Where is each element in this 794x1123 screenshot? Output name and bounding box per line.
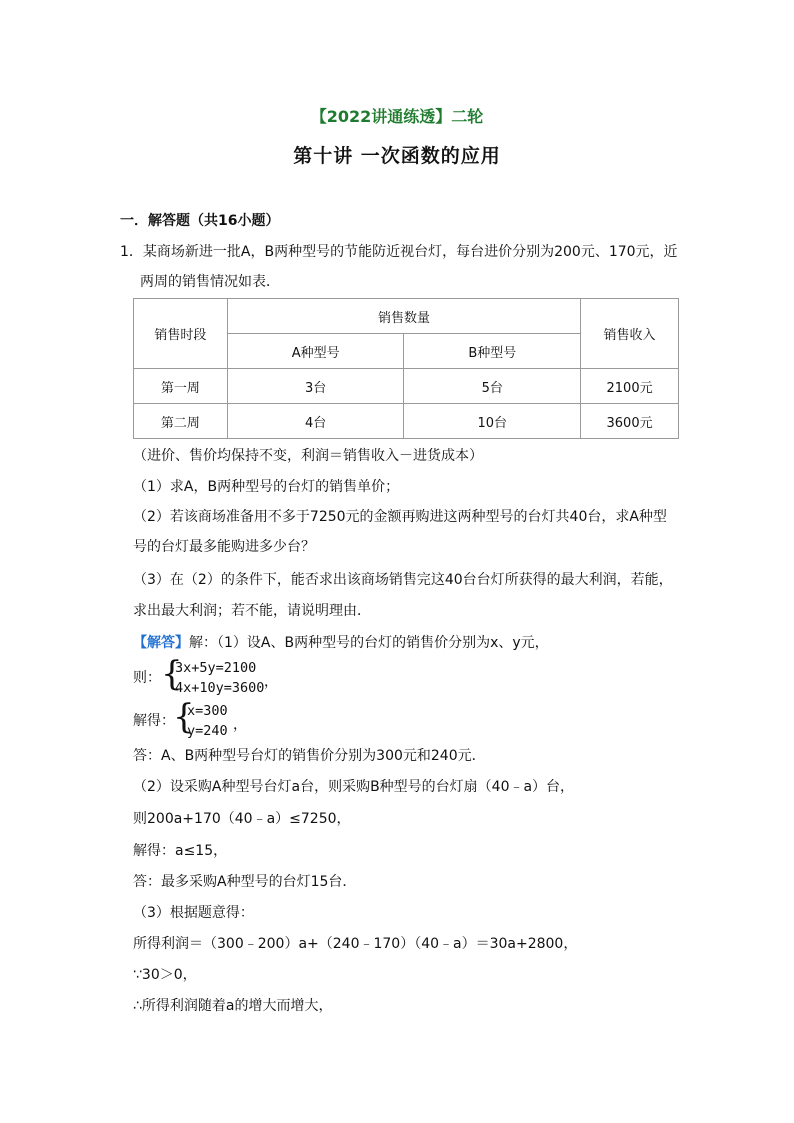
equation-2: 4x+10y=3600 bbox=[175, 680, 265, 696]
solution-step2: （2）设采购A种型号台灯a台，则采购B种型号的台灯扇（40﹣a）台， bbox=[133, 779, 575, 795]
row-period-cell: 第二周 bbox=[134, 404, 228, 439]
row-period-cell: 第一周 bbox=[134, 369, 228, 404]
subheader-b-cell: B种型号 bbox=[404, 334, 581, 369]
problem-note: （进价、售价均保持不变，利润＝销售收入－进货成本） bbox=[133, 448, 483, 464]
question-3-line1: （3）在（2）的条件下，能否求出该商场销售完这40台台灯所获得的最大利润，若能， bbox=[133, 572, 673, 588]
row-income-cell: 3600元 bbox=[581, 404, 679, 439]
left-brace: { bbox=[173, 697, 195, 737]
answer-tag: 【解答】 bbox=[133, 635, 189, 651]
lecture-title: 第十讲 一次函数的应用 bbox=[293, 145, 501, 167]
row-a-cell: 4台 bbox=[227, 404, 404, 439]
row-income-cell: 2100元 bbox=[581, 369, 679, 404]
question-3-line2: 求出最大利润；若不能，请说明理由． bbox=[133, 603, 371, 619]
result-comma: ， bbox=[233, 717, 247, 733]
therefore-statement: ∴所得利润随着a的增大而增大， bbox=[133, 998, 333, 1014]
header-period-cell: 销售时段 bbox=[134, 299, 228, 369]
because-statement: ∵30＞0， bbox=[133, 967, 197, 983]
table-header-row bbox=[134, 299, 679, 334]
answer-2: 答：最多采购A种型号的台灯15台． bbox=[133, 874, 357, 890]
equation-1: 3x+5y=2100 bbox=[175, 660, 257, 676]
row-a-cell: 3台 bbox=[227, 369, 404, 404]
left-brace: { bbox=[161, 654, 183, 694]
solution-step1: 解：（1）设A、B两种型号的台灯的销售价分别为x、y元， bbox=[189, 635, 549, 651]
row-b-cell: 10台 bbox=[404, 404, 581, 439]
answer-1: 答：A、B两种型号台灯的销售价分别为300元和240元． bbox=[133, 748, 486, 764]
result-1: x=300 bbox=[187, 703, 228, 719]
solution-system bbox=[133, 699, 333, 743]
problem-number: 1． bbox=[120, 244, 143, 260]
solution-intro bbox=[133, 634, 549, 652]
inequality: 则200a+170（40﹣a）≤7250， bbox=[133, 811, 351, 827]
table-row bbox=[134, 404, 679, 439]
result-2: y=240 bbox=[187, 723, 228, 739]
inequality-solution: 解得：a≤15， bbox=[133, 843, 228, 859]
header-income-cell: 销售收入 bbox=[581, 299, 679, 369]
sales-table bbox=[133, 298, 679, 439]
question-1: （1）求A，B两种型号的台灯的销售单价； bbox=[133, 479, 400, 495]
subheader-a-cell: A种型号 bbox=[227, 334, 404, 369]
table-row bbox=[134, 369, 679, 404]
series-title: 【2022讲通练透】二轮 bbox=[310, 107, 484, 126]
solution-step3: （3）根据题意得： bbox=[133, 905, 254, 921]
solve-label: 解得： bbox=[133, 713, 175, 729]
equation-comma: ， bbox=[264, 674, 278, 690]
profit-expression: 所得利润＝（300﹣200）a+（240﹣170）（40﹣a）＝30a+2800， bbox=[133, 936, 578, 952]
question-2-line1: （2）若该商场准备用不多于7250元的金额再购进这两种型号的台灯共40台，求A种型 bbox=[133, 509, 667, 525]
section-heading: 一．解答题（共16小题） bbox=[120, 213, 280, 229]
question-2-line2: 号的台灯最多能购进多少台？ bbox=[133, 539, 315, 555]
equation-system bbox=[133, 656, 393, 700]
header-quantity-cell: 销售数量 bbox=[227, 299, 580, 334]
problem-stem-line1 bbox=[120, 243, 678, 261]
problem-stem-text: 某商场新进一批A，B两种型号的节能防近视台灯，每台进价分别为200元、170元，近 bbox=[142, 244, 678, 260]
then-label: 则： bbox=[133, 670, 161, 686]
problem-stem-line2: 两周的销售情况如表． bbox=[140, 274, 280, 290]
row-b-cell: 5台 bbox=[404, 369, 581, 404]
